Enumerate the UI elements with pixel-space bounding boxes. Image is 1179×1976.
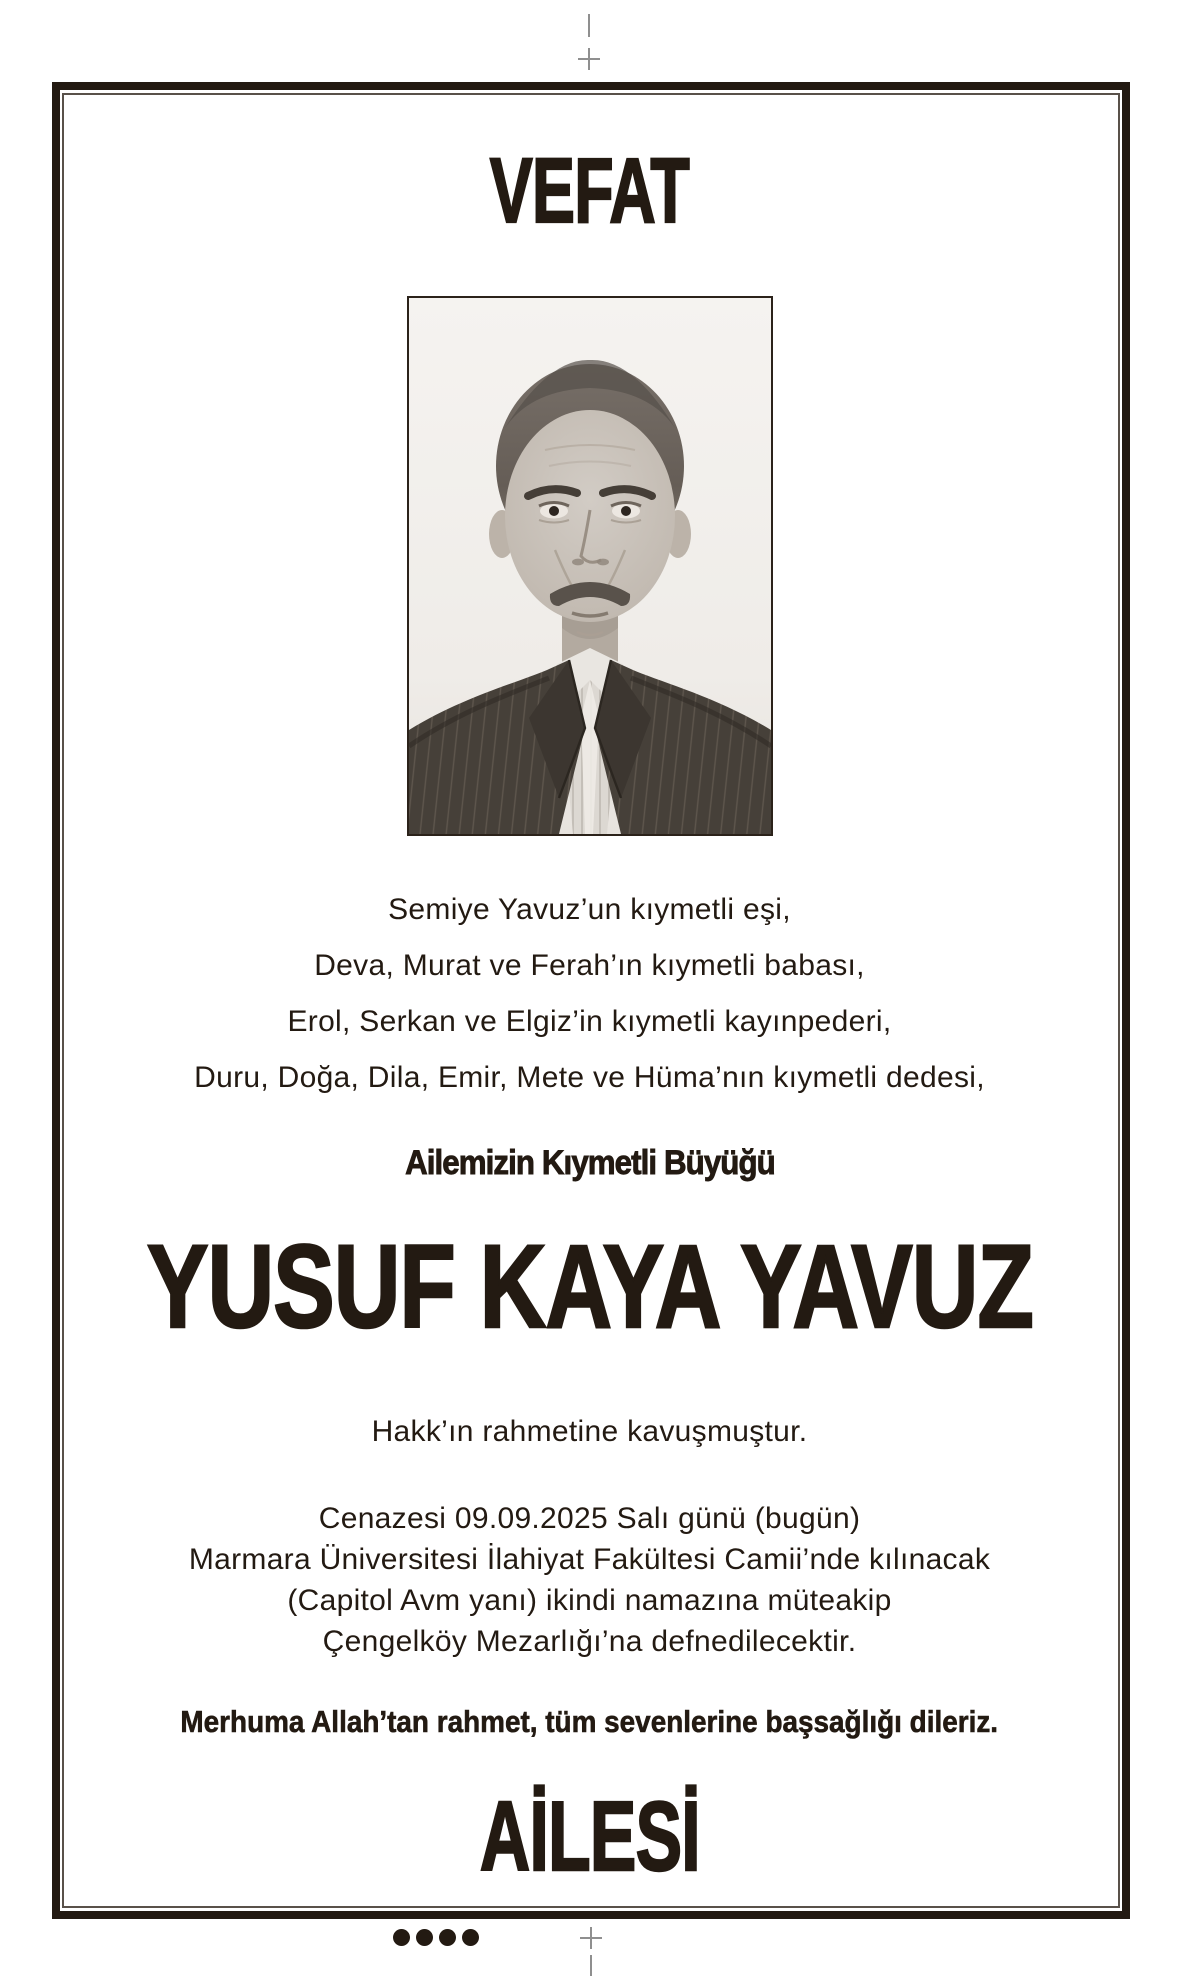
family-line: Duru, Doğa, Dila, Emir, Mete ve Hüma’nın kıymetli dedesi, — [194, 1061, 985, 1094]
funeral-line: Marmara Üniversitesi İlahiyat Fakültesi Camii’nde kılınacak — [188, 1543, 991, 1576]
honorific-text: Ailemizin Kıymetli Büyüğü — [404, 1144, 775, 1182]
dot-icon — [393, 1929, 410, 1946]
condolence-text: Merhuma Allah’tan rahmet, tüm sevenlerine başsağlığı dileriz. — [180, 1704, 999, 1739]
condolence-line — [0, 1702, 1179, 1742]
crop-mark-top-tick-icon — [588, 14, 590, 37]
dot-icon — [439, 1929, 456, 1946]
deceased-name-text: YUSUF KAYA YAVUZ — [146, 1221, 1033, 1353]
page-title — [0, 140, 1179, 242]
dot-icon — [462, 1929, 479, 1946]
portrait-illustration — [409, 298, 771, 834]
registration-cross-top-icon — [578, 48, 600, 70]
funeral-line: (Capitol Avm yanı) ikindi namazına müteakip — [287, 1584, 892, 1617]
funeral-line: Cenazesi 09.09.2025 Salı günü (bugün) — [318, 1502, 861, 1535]
family-line: Deva, Murat ve Ferah’ın kıymetli babası, — [314, 949, 865, 982]
family-signature — [0, 1781, 1179, 1891]
deceased-name — [0, 1221, 1179, 1353]
dot-icon — [416, 1929, 433, 1946]
bottom-dots — [393, 1929, 479, 1946]
registration-cross-bottom-icon — [580, 1927, 602, 1949]
family-line: Semiye Yavuz’un kıymetli eşi, — [388, 893, 791, 926]
funeral-line: Çengelköy Mezarlığı’na defnedilecektir. — [322, 1625, 857, 1658]
family-signature-text: AİLESİ — [479, 1781, 700, 1891]
family-line: Erol, Serkan ve Elgiz’in kıymetli kayınpederi, — [287, 1005, 892, 1038]
cross-vertical-arm — [588, 48, 590, 70]
page-title-text: VEFAT — [489, 140, 690, 242]
crop-mark-bottom-tick-icon — [590, 1955, 592, 1976]
family-lines — [0, 882, 1179, 1106]
honorific-line — [0, 1143, 1179, 1183]
passing-line: Hakk’ın rahmetine kavuşmuştur. — [371, 1415, 808, 1448]
cross-vertical-arm — [590, 1927, 592, 1949]
deceased-portrait-photo — [407, 296, 773, 836]
funeral-details — [0, 1498, 1179, 1662]
